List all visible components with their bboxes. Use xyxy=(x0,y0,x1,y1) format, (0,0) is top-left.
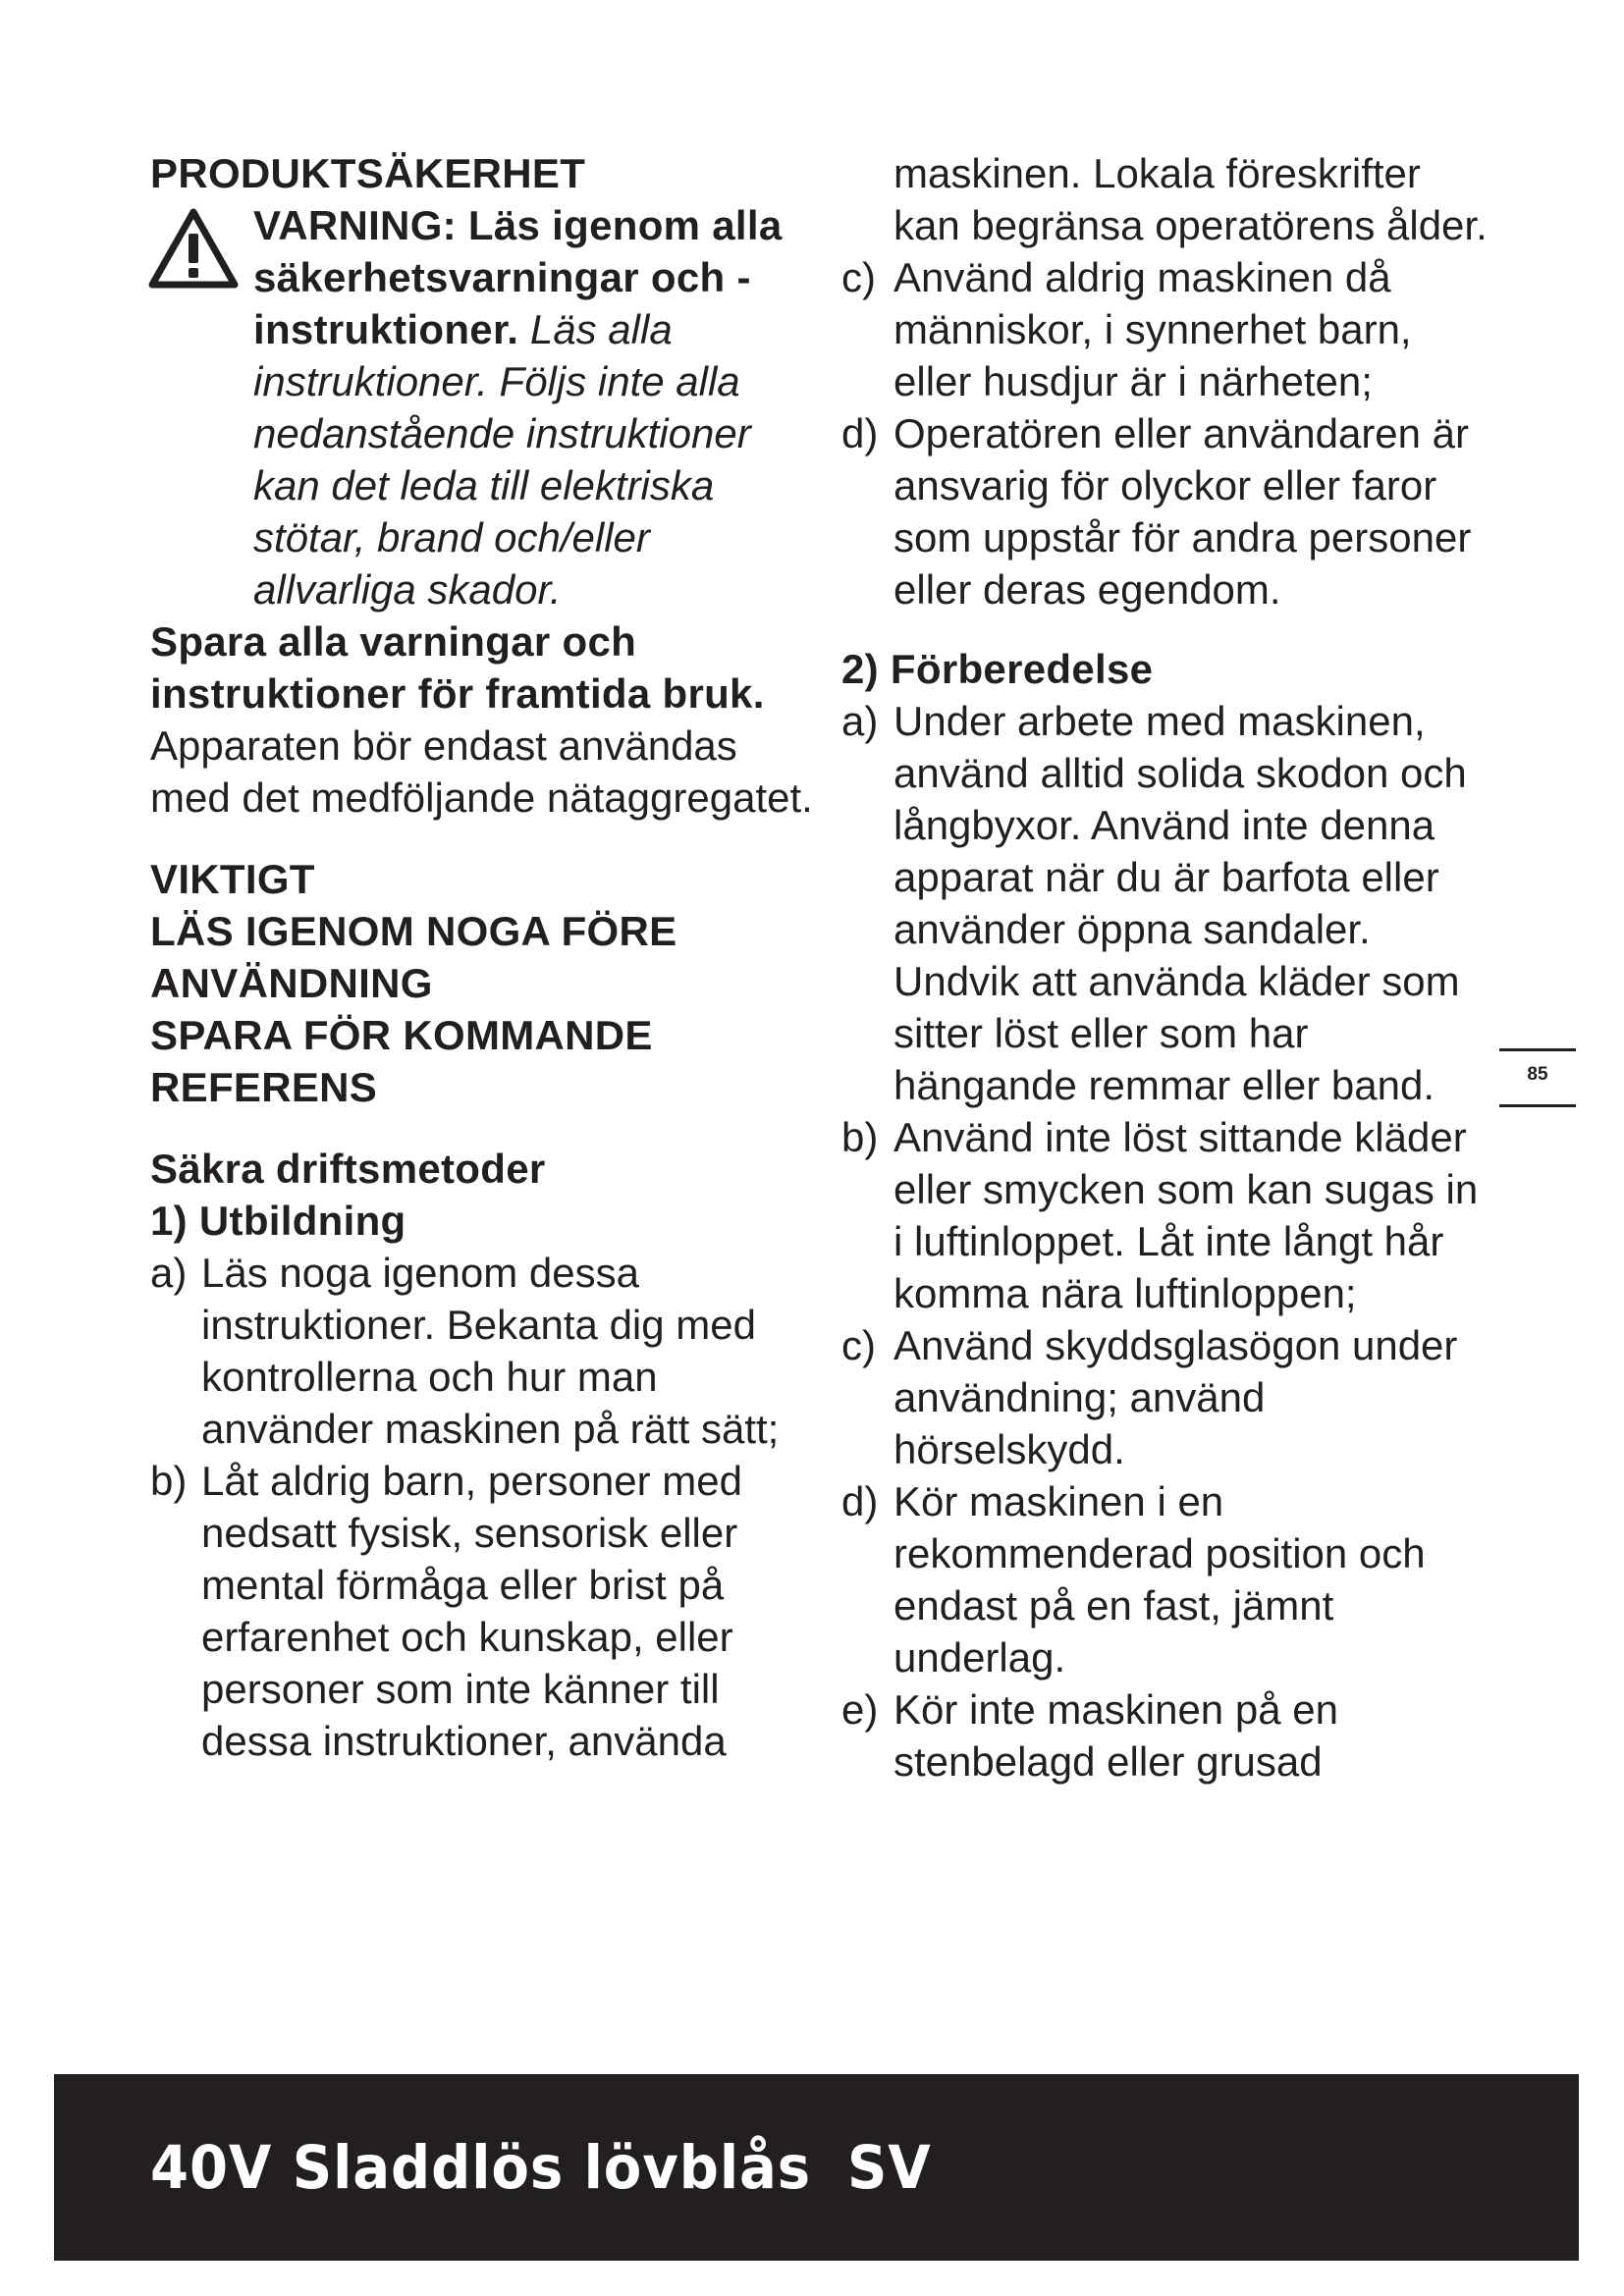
warning-bold-text: VARNING: Läs igenom alla säkerhetsvarningar och - instruktioner. xyxy=(253,202,783,352)
list-item-label: b) xyxy=(150,1458,188,1504)
list-item xyxy=(841,251,1489,407)
power-supply-note: Apparaten bör endast användas med det medföljande nätaggregatet. xyxy=(150,722,813,821)
list-item-text: Använd aldrig maskinen då människor, i synnerhet barn, eller husdjur är i närheten; xyxy=(893,254,1412,404)
safe-operation-heading: Säkra driftsmetoder xyxy=(150,1146,546,1192)
list-item-text: Under arbete med maskinen, använd alltid solida skodon och långbyxor. Använd inte denna apparat när du är barfota eller använder öppna sandaler. Undvik att använda kläder som sitter löst eller som har hängande remmar eller band. xyxy=(893,698,1467,1108)
list-item xyxy=(841,1319,1489,1475)
left-column xyxy=(150,147,818,1767)
list-item-text: Operatören eller användaren är ansvarig för olyckor eller faror som uppstår för andra personer eller deras egendom. xyxy=(893,410,1472,613)
page-number: 85 xyxy=(1527,1064,1548,1085)
continuation-text: maskinen. Lokala föreskrifter kan begränsa operatörens ålder. xyxy=(893,150,1488,248)
footer-bar xyxy=(54,2074,1579,2261)
warning-triangle-icon xyxy=(148,207,239,290)
page-number-marker xyxy=(1499,1048,1576,1107)
footer-title xyxy=(150,2131,932,2206)
list-item-text: Kör inte maskinen på en stenbelagd eller grusad xyxy=(893,1686,1338,1785)
list-item-label: a) xyxy=(150,1250,188,1296)
right-column xyxy=(841,147,1489,1788)
important-line-3: SPARA FÖR KOMMANDE REFERENS xyxy=(150,1012,653,1110)
warning-block xyxy=(150,199,818,615)
list-item xyxy=(150,1247,818,1455)
important-line-1: VIKTIGT xyxy=(150,856,315,902)
list-item-label: b) xyxy=(841,1114,879,1160)
list-item xyxy=(841,1475,1489,1683)
save-instructions: Spara alla varningar och instruktioner för framtida bruk. xyxy=(150,618,765,717)
list-item-label: c) xyxy=(841,1322,876,1368)
list-item xyxy=(841,407,1489,615)
page-number-rule-bottom xyxy=(1499,1104,1576,1107)
list-item-label: c) xyxy=(841,254,876,300)
list-item-text: Läs noga igenom dessa instruktioner. Bekanta dig med kontrollerna och hur man använder maskinen på rätt sätt; xyxy=(201,1250,780,1452)
list-item-label: a) xyxy=(841,698,879,744)
language-code: SV xyxy=(846,2133,932,2203)
list-item xyxy=(150,1455,818,1767)
product-title: 40V Sladdlös lövblås xyxy=(150,2133,812,2203)
list-item-text: Låt aldrig barn, personer med nedsatt fysisk, sensorisk eller mental förmåga eller brist på erfarenhet och kunskap, eller personer som inte känner till dessa instruktioner, använda xyxy=(201,1458,742,1764)
list-item xyxy=(841,1683,1489,1788)
important-line-2: LÄS IGENOM NOGA FÖRE ANVÄNDNING xyxy=(150,908,677,1006)
list-item-text: Använd skyddsglasögon under användning; använd hörselskydd. xyxy=(893,1322,1458,1472)
page-number-rule-top xyxy=(1499,1048,1576,1051)
training-heading: 1) Utbildning xyxy=(150,1198,406,1244)
list-item-text: Kör maskinen i en rekommenderad position och endast på en fast, jämnt underlag. xyxy=(893,1478,1426,1681)
list-item xyxy=(841,1111,1489,1319)
list-item-label: e) xyxy=(841,1686,879,1733)
list-item-label: d) xyxy=(841,410,879,456)
product-safety-heading: PRODUKTSÄKERHET xyxy=(150,150,586,196)
warning-italic-text: Läs alla instruktioner. Följs inte alla nedanstående instruktioner kan det leda till elektriska stötar, brand och/eller allvarliga skador. xyxy=(253,306,751,613)
list-item-text: Använd inte löst sittande kläder eller smycken som kan sugas in i luftinloppet. Låt inte långt hår komma nära luftinloppen; xyxy=(893,1114,1479,1316)
list-item xyxy=(841,695,1489,1111)
preparation-heading: 2) Förberedelse xyxy=(841,646,1154,692)
list-item-label: d) xyxy=(841,1478,879,1524)
